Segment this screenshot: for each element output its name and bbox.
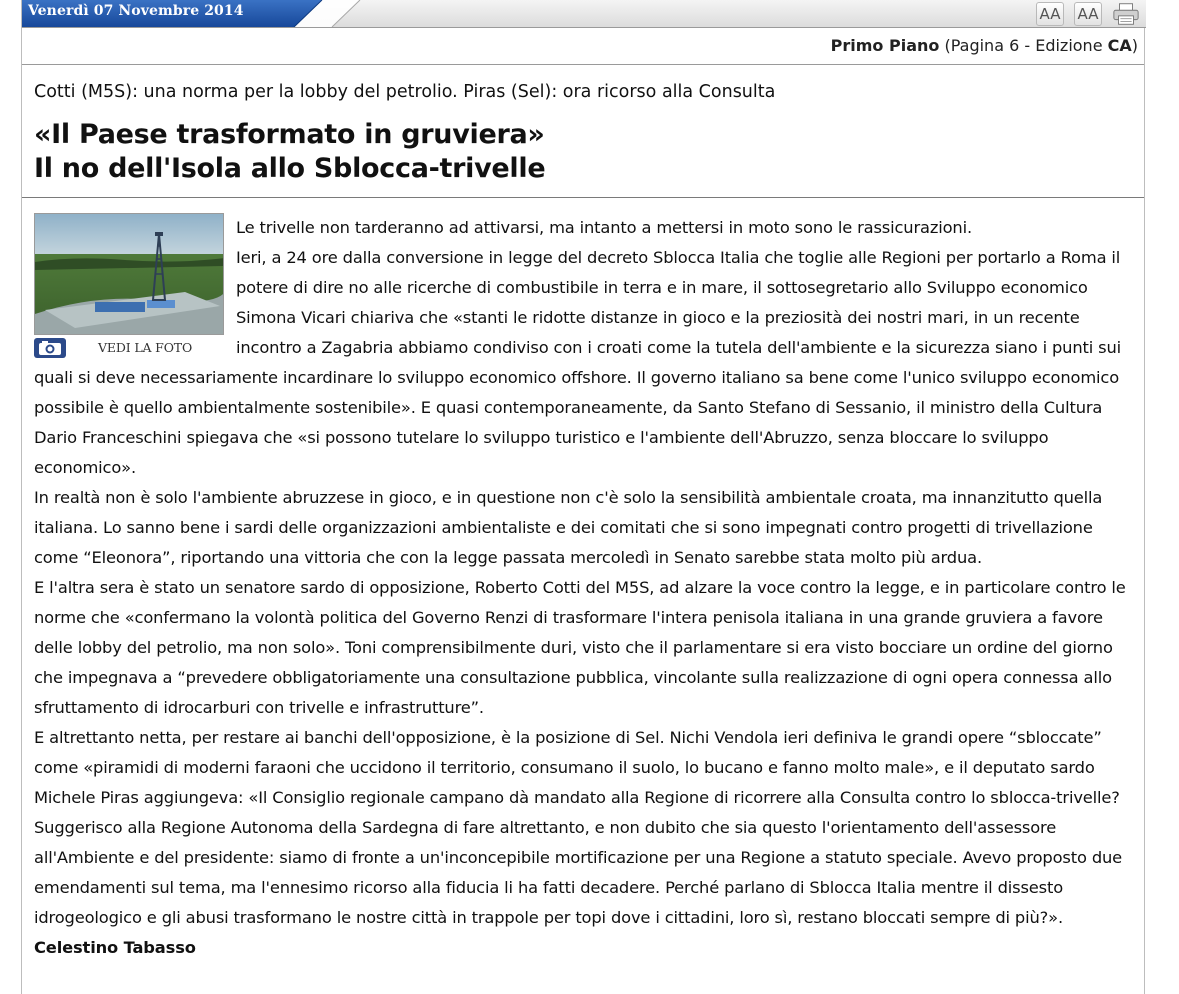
tool-buttons [1036, 0, 1140, 27]
divider-title [22, 197, 1144, 198]
article-photo[interactable] [34, 213, 224, 363]
top-toolbar [22, 0, 1146, 28]
page-edition-prefix: (Pagina 6 - Edizione [944, 36, 1108, 55]
edition-code: CA [1107, 36, 1132, 55]
article-kicker: Cotti (M5S): una norma per la lobby del petrolio. Piras (Sel): ora ricorso alla Consulta [34, 82, 776, 102]
article-paragraph: In realtà non è solo l'ambiente abruzzese in gioco, e in questione non c'è solo la sensibilità ambientale croata, ma innanzitutto quella italiana. Lo sanno bene i sardi delle organizzazioni ambientaliste e dei comitati che si sono impegnati contro progetti di trivellazione come “Eleonora”, riportando una vittoria che con la legge passata mercoledì in Senato sarebbe stata molto più ardua. [34, 488, 1103, 567]
increase-font-button[interactable] [1074, 2, 1102, 26]
page-edition-suffix: ) [1131, 36, 1138, 55]
print-icon [1112, 2, 1140, 26]
article-title-line-2: Il no dell'Isola allo Sblocca-trivelle [34, 153, 546, 184]
divider-top [22, 64, 1144, 65]
article-body [34, 213, 1134, 963]
view-photo-link[interactable]: VEDI LA FOTO [98, 340, 193, 355]
article-title [34, 118, 545, 186]
increase-font-icon: AA [1077, 4, 1099, 23]
article-paragraph: E l'altra sera è stato un senatore sardo di opposizione, Roberto Cotti del M5S, ad alzare la voce contro la legge, e in particolare contro le norme che «confermano la volontà politica del Governo Renzi di trasformare l'intera penisola italiana in una grande gruviera a favore delle lobby del petrolio, ma non solo». Toni comprensibilmente duri, visto che il parlamentare si era visto bocciare un ordine del giorno che impegnava a “prevedere obbligatoriamente una consultazione pubblica, vincolante sulla realizzazione di ogni opera connessa allo sfruttamento di idrocarburi con trivelle e infrastrutture”. [34, 578, 1126, 717]
article-author: Celestino Tabasso [34, 938, 196, 957]
section-name: Primo Piano [830, 36, 940, 55]
photo-caption-row[interactable] [34, 336, 224, 360]
article-paragraph: Le trivelle non tarderanno ad attivarsi, ma intanto a mettersi in moto sono le rassicurazioni. [236, 218, 972, 237]
page-info [831, 36, 1138, 55]
page-frame [21, 0, 1145, 994]
decrease-font-icon: AA [1039, 4, 1061, 23]
camera-icon[interactable] [34, 338, 66, 358]
article-paragraph: E altrettanto netta, per restare ai banchi dell'opposizione, è la posizione di Sel. Nichi Vendola ieri definiva le grandi opere “sbloccate” come «piramidi di moderni faraoni che uccidono il territorio, consumano il suolo, lo bucano e fanno molto male», e il deputato sardo Michele Piras aggiungeva: «Il Consiglio regionale campano dà mandato alla Regione di ricorrere alla Consulta contro lo sblocca-trivelle? Suggerisco alla Regione Autonoma della Sardegna di fare altrettanto, e non dubito che sia questo l'orientamento dell'assessore all'Ambiente e del presidente: siamo di fronte a un'inconcepibile mortificazione per una Regione a statuto speciale. Avevo proposto due emendamenti sul tema, ma l'ennesimo ricorso alla fiducia li ha fatti decadere. Perché parlano di Sblocca Italia mentre il dissesto idrogeologico e gli abusi trasformano le nostre città in trappole per topi dove i cittadini, loro sì, restano bloccati sempre di più?». [34, 728, 1123, 927]
photo-image[interactable] [34, 213, 224, 335]
article-paragraph: Ieri, a 24 ore dalla conversione in legge del decreto Sblocca Italia che toglie alle Regioni per portarlo a Roma il potere di dire no alle ricerche di combustibile in terra e in mare, il sottosegretario allo Sviluppo economico Simona Vicari chiariva che «stanti le ridotte distanze in gioco e la preziosità dei nostri mari, in un recente incontro a Zagabria abbiamo condiviso con i croati come la tutela dell'ambiente e la sicurezza siano i punti sui quali si deve necessariamente incardinare lo sviluppo economico offshore. Il governo italiano sa bene come l'unico sviluppo economico possibile è quello ambientalmente sostenibile». E quasi contemporaneamente, da Santo Stefano di Sessanio, il ministro della Cultura Dario Franceschini spiegava che «si possono tutelare lo sviluppo turistico e l'ambiente dell'Abruzzo, senza bloccare lo sviluppo economico». [34, 248, 1122, 477]
decrease-font-button[interactable] [1036, 2, 1064, 26]
article-title-line-1: «Il Paese trasformato in gruviera» [34, 119, 545, 150]
print-button[interactable] [1112, 2, 1140, 26]
edition-date: Venerdì 07 Novembre 2014 [28, 3, 244, 19]
date-tab [22, 0, 362, 27]
drilling-rig-image [35, 214, 224, 335]
